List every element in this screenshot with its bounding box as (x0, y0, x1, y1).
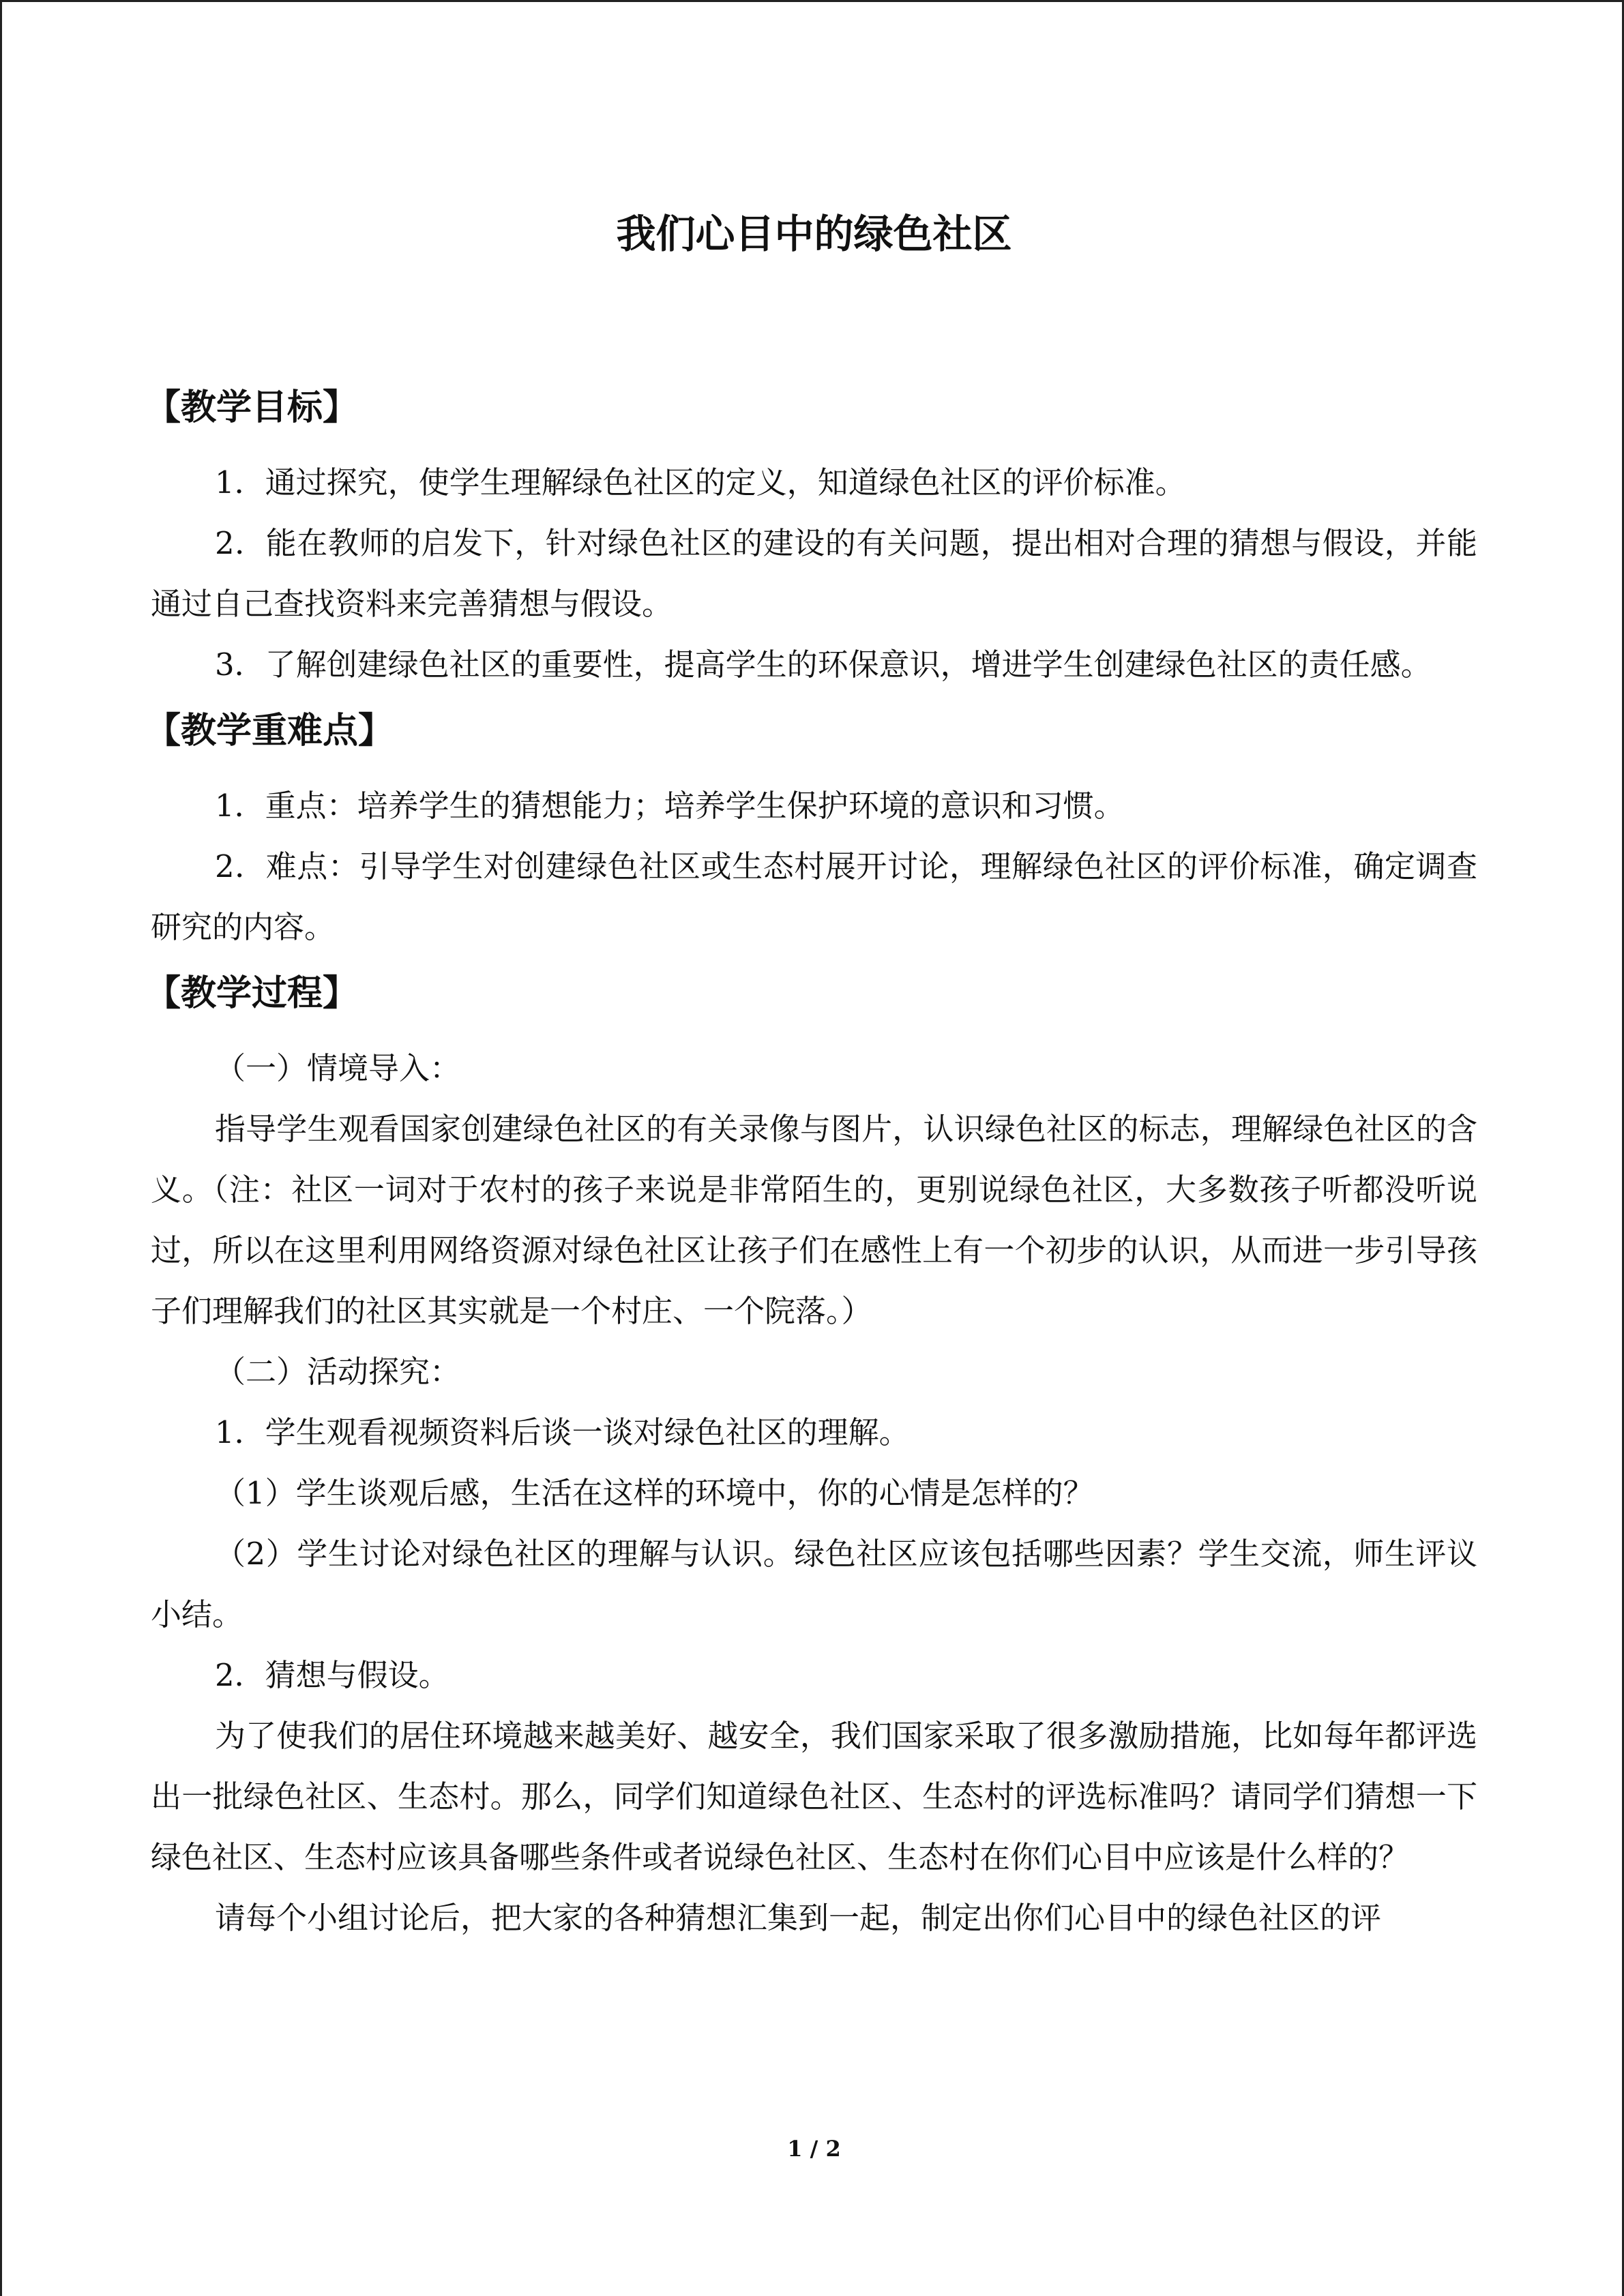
paragraph: 1．重点：培养学生的猜想能力；培养学生保护环境的意识和习惯。 (215, 788, 1125, 824)
paragraph: （二）活动探究： (215, 1354, 461, 1390)
paragraph: 2．难点：引导学生对创建绿色社区或生态村展开讨论，理解绿色社区的评价标准，确定调查研究的内容。 (151, 848, 1477, 945)
document-title: 我们心目中的绿色社区 (616, 211, 1012, 257)
paragraph: 3．了解创建绿色社区的重要性，提高学生的环保意识，增进学生创建绿色社区的责任感。 (215, 646, 1432, 683)
paragraph: （1）学生谈观后感，生活在这样的环境中，你的心情是怎样的？ (215, 1475, 1094, 1511)
page-number: 1 / 2 (787, 2136, 841, 2162)
paragraph: （一）情境导入： (215, 1050, 461, 1086)
paragraph: 2．猜想与假设。 (215, 1657, 449, 1693)
document-body (145, 207, 1477, 1948)
paragraph: 为了使我们的居住环境越来越美好、越安全，我们国家采取了很多激励措施，比如每年都评选出一批绿色社区、生态村。那么，同学们知道绿色社区、生态村的评选标准吗？请同学们猜想一下绿色社区、生态村应该具备哪些条件或者说绿色社区、生态村在你们心目中应该是什么样的？ (151, 1718, 1477, 1875)
paragraph: 1．通过探究，使学生理解绿色社区的定义，知道绿色社区的评价标准。 (215, 464, 1186, 501)
paragraph: 指导学生观看国家创建绿色社区的有关录像与图片，认识绿色社区的标志，理解绿色社区的含义。（注：社区一词对于农村的孩子来说是非常陌生的，更别说绿色社区，大多数孩子听都没听说过，所以在这里利用网络资源对绿色社区让孩子们在感性上有一个初步的认识，从而进一步引导孩子们理解我们的社区其实就是一个村庄、一个院落。） (151, 1111, 1477, 1329)
section-heading: 【教学重难点】 (145, 711, 394, 751)
section-key-difficult-points (145, 702, 1477, 957)
section-heading: 【教学过程】 (145, 973, 359, 1014)
paragraph: 2．能在教师的启发下，针对绿色社区的建设的有关问题，提出相对合理的猜想与假设，并能通过自己查找资料来完善猜想与假设。 (151, 525, 1477, 622)
paragraph: 请每个小组讨论后，把大家的各种猜想汇集到一起，制定出你们心目中的绿色社区的评 (215, 1900, 1382, 1936)
section-heading: 【教学目标】 (145, 387, 359, 428)
paragraph: （2）学生讨论对绿色社区的理解与认识。绿色社区应该包括哪些因素？学生交流，师生评议小结。 (151, 1536, 1477, 1632)
section-teaching-process (145, 964, 1477, 1948)
section-teaching-objectives (145, 378, 1477, 695)
paragraph: 1．学生观看视频资料后谈一谈对绿色社区的理解。 (215, 1414, 910, 1450)
